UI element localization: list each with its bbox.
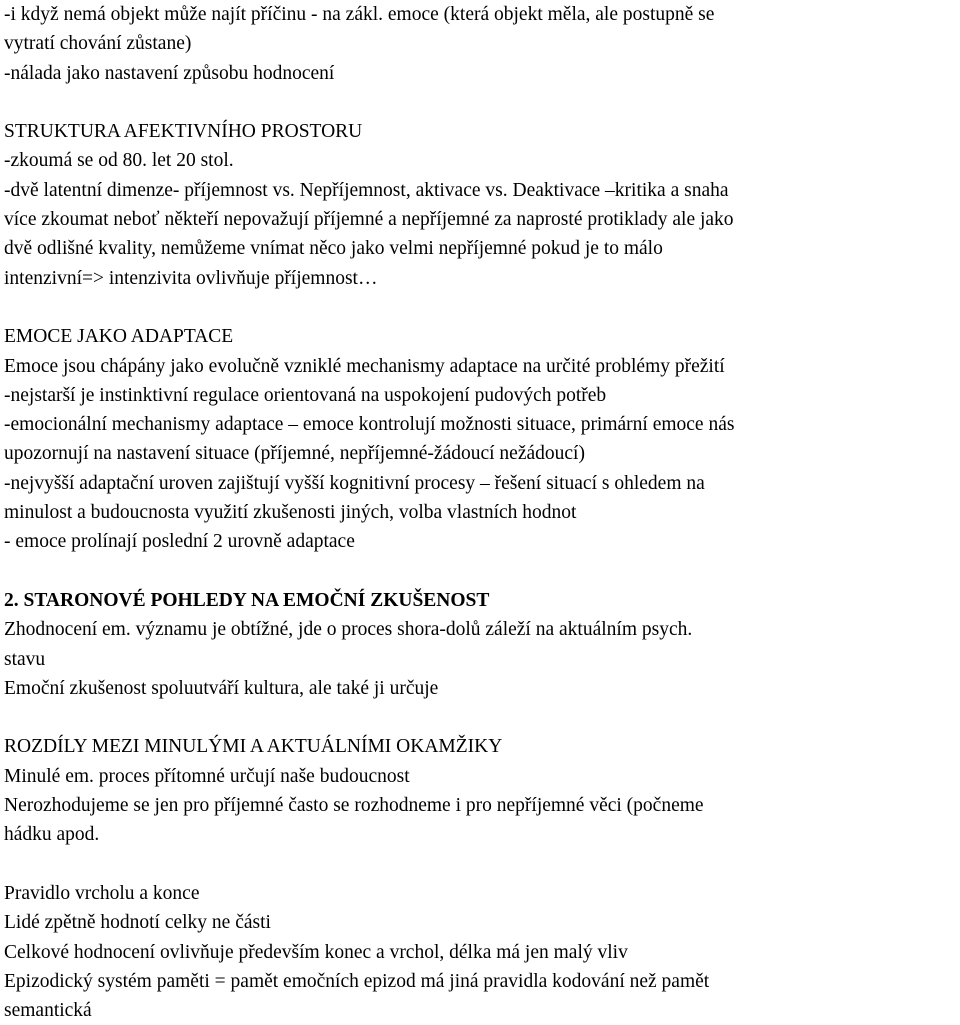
past-vs-present-section [4, 732, 958, 849]
text-line: -nejstarší je instinktivní regulace orientovaná na uspokojení pudových potřeb [4, 384, 607, 406]
section-2-title: 2. STARONOVÉ POHLEDY NA EMOČNÍ ZKUŠENOST [4, 589, 490, 611]
text-line: Zhodnocení em. významu je obtížné, jde o proces shora-dolů záleží na aktuálním psych. [4, 619, 693, 641]
text-line: - emoce prolínají poslední 2 urovně adaptace [4, 531, 355, 553]
text-line: Emoční zkušenost spoluutváří kultura, ale také ji určuje [4, 677, 439, 699]
section-2 [4, 586, 958, 703]
text-line: Celkové hodnocení ovlivňuje především konec a vrchol, délka má jen malý vliv [4, 941, 628, 963]
text-line: Minulé em. proces přítomné určují naše budoucnost [4, 765, 410, 787]
text-line: -i když nemá objekt může najít příčinu - na zákl. emoce (která objekt měla, ale postupně se [4, 4, 715, 25]
affective-space-section [4, 117, 958, 293]
text-line: -emocionální mechanismy adaptace – emoce kontrolují možnosti situace, primární emoce nás [4, 414, 735, 436]
text-line: minulost a budoucnosta využití zkušenosti jiných, volba vlastních hodnot [4, 502, 577, 524]
paragraph-gap [4, 703, 958, 732]
text-line: vytratí chování zůstane) [4, 33, 192, 55]
section-heading: Pravidlo vrcholu a konce [4, 882, 200, 904]
intro-block [4, 0, 958, 88]
text-line: více zkoumat neboť někteří nepovažují příjemné a nepříjemné za naprosté protiklady ale jako [4, 209, 734, 231]
emotion-adaptation-section [4, 322, 958, 556]
paragraph-gap [4, 557, 958, 586]
text-line: semantická [4, 1000, 92, 1022]
text-line: Nerozhodujeme se jen pro příjemné často se rozhodneme i pro nepříjemné věci (počneme [4, 795, 704, 817]
section-heading: ROZDÍLY MEZI MINULÝMI A AKTUÁLNÍMI OKAMŽIKY [4, 736, 503, 758]
text-line: -zkoumá se od 80. let 20 stol. [4, 150, 234, 172]
document-page [4, 0, 958, 1025]
section-heading: STRUKTURA AFEKTIVNÍHO PROSTORU [4, 121, 363, 143]
text-line: stavu [4, 648, 46, 670]
paragraph-gap [4, 850, 958, 879]
text-line: Lidé zpětně hodnotí celky ne části [4, 912, 271, 934]
text-line: dvě odlišné kvality, nemůžeme vnímat něco jako velmi nepříjemné pokud je to málo [4, 238, 663, 260]
text-line: -nejvyšší adaptační uroven zajištují vyšší kognitivní procesy – řešení situací s ohledem na [4, 472, 705, 494]
section-heading: EMOCE JAKO ADAPTACE [4, 326, 234, 348]
text-line: Epizodický systém paměti = pamět emočních epizod má jiná pravidla kodování než pamět [4, 970, 710, 992]
paragraph-gap [4, 293, 958, 322]
text-line: upozornují na nastavení situace (příjemné, nepříjemné-žádoucí nežádoucí) [4, 443, 585, 465]
text-line: intenzivní=> intenzivita ovlivňuje příjemnost… [4, 267, 378, 289]
text-line: -dvě latentní dimenze- příjemnost vs. Nepříjemnost, aktivace vs. Deaktivace –kritika a snaha [4, 179, 729, 201]
text-line: hádku apod. [4, 824, 100, 846]
peak-end-rule-section [4, 879, 958, 1025]
paragraph-gap [4, 88, 958, 117]
text-line: Emoce jsou chápány jako evolučně vzniklé mechanismy adaptace na určité problémy přežití [4, 355, 725, 377]
text-line: -nálada jako nastavení způsobu hodnocení [4, 62, 335, 84]
